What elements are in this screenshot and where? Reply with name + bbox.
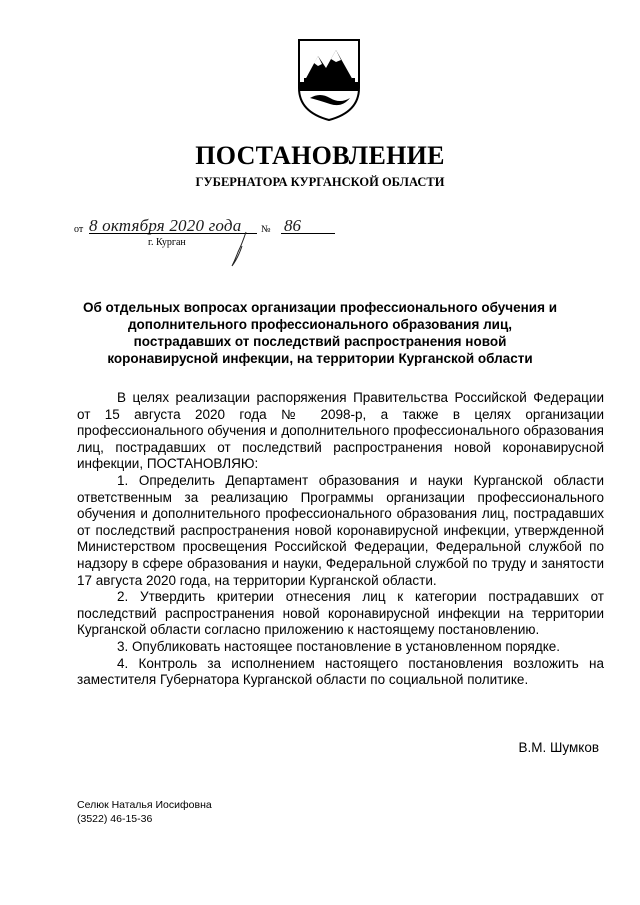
document-title: ПОСТАНОВЛЕНИЕ: [195, 141, 445, 170]
number-underline: [281, 233, 335, 234]
date-prefix: от: [74, 224, 84, 235]
contact-name: Селюк Наталья Иосифовна: [77, 799, 212, 811]
handwritten-number: 86: [284, 216, 301, 235]
handwritten-date: 8 октября 2020 года: [89, 216, 242, 235]
contact-phone: (3522) 46-15-36: [77, 813, 153, 825]
clause-3: 3. Опубликовать настоящее постановление в установленном порядке.: [117, 638, 561, 654]
intro-paragraph: В целях реализации распоряжения Правительства Российской Федерации от 15 августа 2020 года № 2098-р, а также в целях организации профессионального обучения и дополнительного профессионального образования лиц, пострадавших от последствий распространения новой коронавирусной инфекции, ПОСТАНОВЛЯЮ:: [77, 390, 604, 472]
document-body: [77, 390, 604, 689]
city-label: г. Курган: [148, 237, 186, 248]
clause-1: 1. Определить Департамент образования и науки Курганской области ответственным за реализацию Программы организации профессионального обучения и дополнительного профессионального образования лиц, пострадавших от последствий распространения новой коронавирусной инфекции, утвержденной Министерством просвещения Российской Федерации, Федеральной службой по надзору в сфере образования и науки, Федеральной службой по труду и занятости 17 августа 2020 года, на территории Курганской области.: [77, 472, 604, 588]
issuer-name: ГУБЕРНАТОРА КУРГАНСКОЙ ОБЛАСТИ: [195, 175, 445, 189]
dateline: [74, 218, 354, 266]
contact-block: [77, 798, 212, 826]
clause-4: 4. Контроль за исполнением настоящего постановления возложить на заместителя Губернатора Курганской области по социальной политике.: [77, 655, 604, 688]
document-subject-heading: Об отдельных вопросах организации профессионального обучения и дополнительного профессионального образования лиц, пострадавших от последствий распространения новой коронавирусной инфекции, на территории Курганской области: [82, 300, 558, 366]
clause-2: 2. Утвердить критерии отнесения лиц к категории пострадавших от последствий распространения новой коронавирусной инфекции на территории Курганской области согласно приложению к настоящему постановлению.: [77, 589, 604, 638]
coat-of-arms-icon: [296, 38, 362, 122]
signatory-name: В.М. Шумков: [518, 740, 599, 755]
number-prefix: №: [261, 224, 271, 235]
handwriting-stroke-icon: [224, 230, 264, 268]
